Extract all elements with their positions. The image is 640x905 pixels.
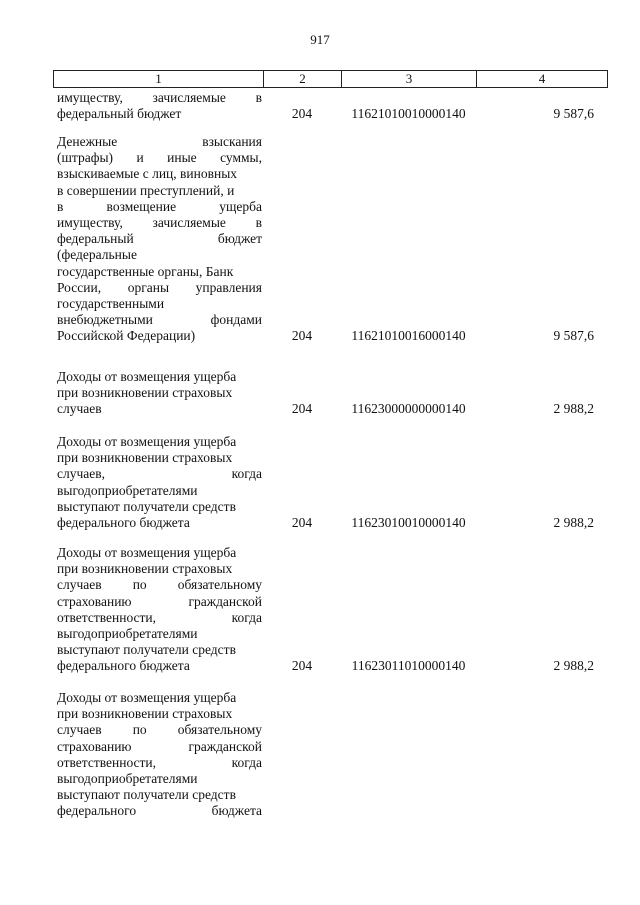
header-col-3: 3	[342, 71, 477, 87]
description-line: случаев	[57, 401, 102, 417]
row-description	[57, 434, 262, 531]
row-code: 204	[291, 515, 313, 530]
row-kbk: 11623011010000140	[351, 658, 466, 674]
row-description	[57, 90, 262, 122]
description-line: случаев, когда	[57, 466, 262, 482]
description-line: федерального бюджета	[57, 515, 190, 531]
description-line: Российской Федерации)	[57, 328, 196, 344]
description-line: (штрафы) и иные суммы,	[57, 150, 262, 166]
description-line: выгодоприобретателями	[57, 626, 198, 642]
description-line: государственными	[57, 296, 165, 312]
description-line: федерального бюджета	[57, 658, 190, 674]
description-line: Доходы от возмещения ущерба	[57, 690, 237, 705]
description-line: взыскиваемые с лиц, виновных	[57, 166, 238, 182]
description-line: Денежные взыскания	[57, 134, 262, 149]
description-line: выступают получатели средств	[57, 787, 236, 803]
row-code: 204	[291, 401, 313, 417]
description-line: имуществу, зачисляемые в	[57, 90, 262, 105]
description-line: ответственности, когда	[57, 609, 262, 625]
description-line: Доходы от возмещения ущерба	[57, 369, 237, 384]
description-line: страхованию гражданской	[57, 738, 262, 754]
row-amount: 2 988,2	[553, 515, 594, 530]
page-number: 917	[310, 32, 330, 47]
description-line: выгодоприобретателями	[57, 771, 198, 787]
description-line: (федеральные	[57, 247, 137, 263]
description-line: ответственности, когда	[57, 754, 262, 770]
row-kbk: 11623000000000140	[351, 401, 466, 417]
description-line: при возникновении страховых	[57, 561, 233, 577]
row-code: 204	[291, 106, 313, 122]
description-line: выступают получатели средств	[57, 642, 236, 658]
description-line: выступают получатели средств	[57, 498, 236, 514]
row-amount: 9 587,6	[553, 328, 594, 344]
description-line: при возникновении страховых	[57, 450, 233, 466]
row-amount: 2 988,2	[553, 401, 594, 417]
description-line: при возникновении страховых	[57, 706, 233, 722]
description-line: случаев по обязательному	[57, 722, 262, 738]
table-header	[53, 70, 608, 88]
description-line: России, органы управления	[57, 279, 262, 295]
row-amount: 9 587,6	[553, 106, 594, 122]
row-kbk: 11621010016000140	[351, 328, 466, 344]
row-description	[57, 690, 262, 820]
row-kbk: 11623010010000140	[351, 515, 466, 530]
row-code: 204	[291, 658, 313, 674]
description-line: в совершении преступлений, и	[57, 182, 235, 198]
header-col-4: 4	[538, 71, 546, 86]
description-line: внебюджетными фондами	[57, 312, 262, 328]
description-line: федеральный бюджет	[57, 231, 262, 247]
header-col-2: 2	[264, 71, 342, 87]
row-amount: 2 988,2	[553, 658, 594, 674]
description-line: Доходы от возмещения ущерба	[57, 545, 237, 560]
description-line: Доходы от возмещения ущерба	[57, 434, 237, 449]
header-col-1: 1	[54, 71, 264, 87]
description-line: страхованию гражданской	[57, 593, 262, 609]
row-description	[57, 134, 262, 345]
row-description	[57, 545, 262, 675]
description-line: государственные органы, Банк	[57, 263, 234, 279]
description-line: федерального бюджета	[57, 803, 262, 819]
description-line: при возникновении страховых	[57, 385, 233, 401]
description-line: имуществу, зачисляемые в	[57, 215, 262, 231]
description-line: выгодоприобретателями	[57, 482, 198, 498]
row-code: 204	[291, 328, 313, 344]
description-line: в возмещение ущерба	[57, 198, 262, 214]
description-line: федеральный бюджет	[57, 106, 182, 122]
description-line: случаев по обязательному	[57, 577, 262, 593]
row-description	[57, 369, 262, 418]
row-kbk: 11621010010000140	[351, 106, 466, 122]
